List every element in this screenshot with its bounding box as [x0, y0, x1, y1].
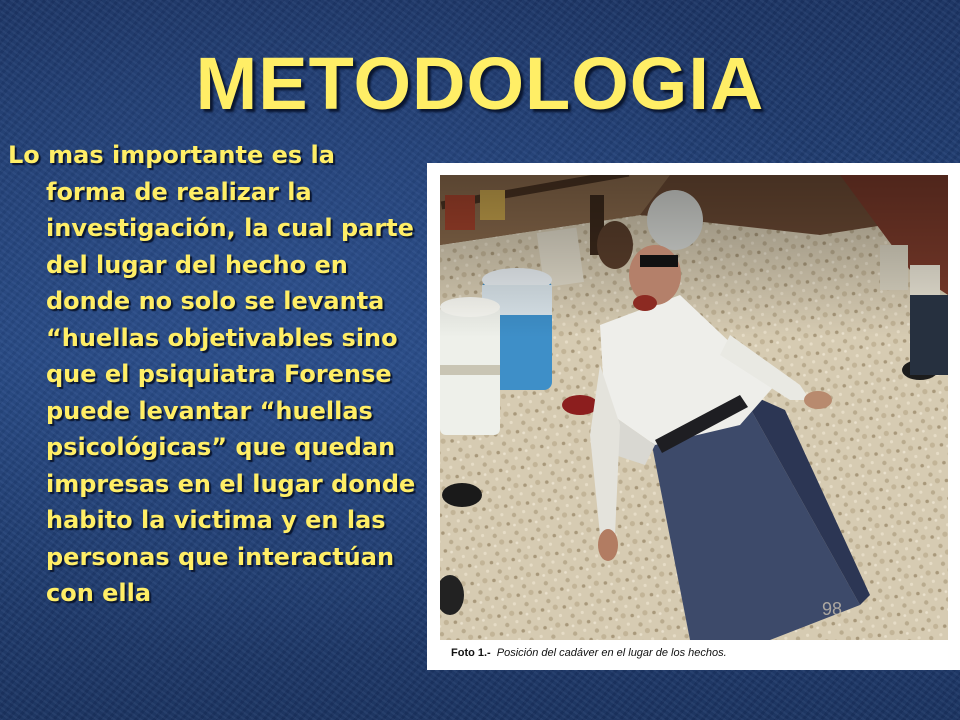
caption-text: Posición del cadáver en el lugar de los hechos. — [496, 647, 727, 659]
body-paragraph: Lo mas importante es la forma de realizar la investigación, la cual parte del lugar del hecho en donde no solo se levanta “huellas objetivables sino que el psiquiatra Forense puede levantar “huellas psicológicas” que quedan impresas en el lugar donde habito la victima y en las personas que interactúan con ella — [8, 141, 416, 607]
crime-scene-photo — [440, 175, 948, 640]
photo-date-stamp: 98 — [822, 599, 843, 619]
photo-frame — [427, 163, 960, 670]
photo-caption — [451, 647, 951, 659]
slide-title: METODOLOGIA — [195, 42, 765, 125]
caption-lead: Foto 1.- — [451, 647, 491, 659]
